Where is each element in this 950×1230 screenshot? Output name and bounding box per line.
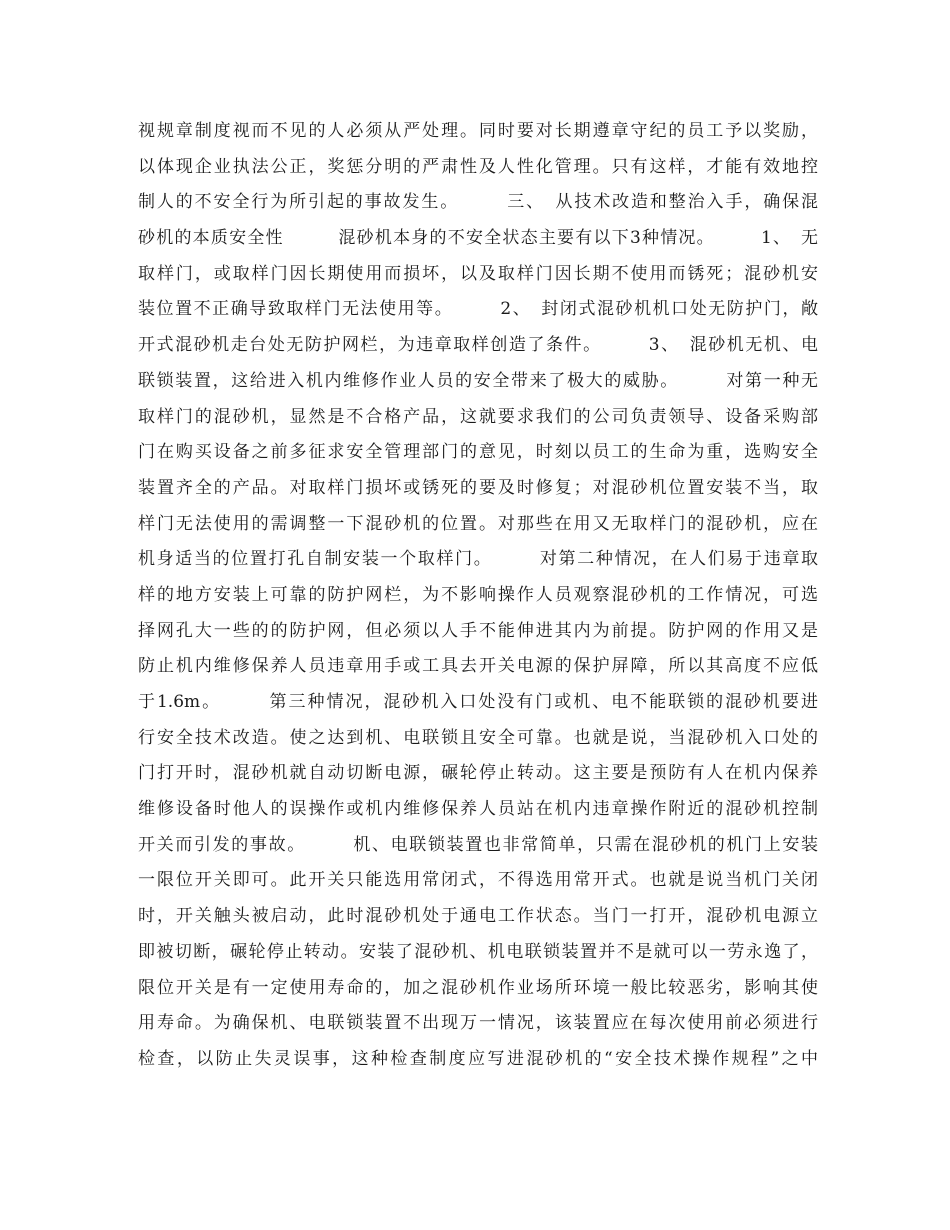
text-line: 防止机内维修保养人员违章用手或工具去开关电源的保护屏障，所以其高度不应低	[138, 656, 818, 677]
text-line: 联锁装置，这给进入机内维修作业人员的安全带来了极大的威胁。 对第一种无	[138, 370, 818, 391]
text-line: 门打开时，混砂机就自动切断电源，碾轮停止转动。这主要是预防有人在机内保养	[138, 763, 818, 784]
text-line: 砂机的本质安全性 混砂机本身的不安全状态主要有以下3种情况。 1、 无	[138, 228, 818, 249]
text-line: 机身适当的位置打孔自制安装一个取样门。 对第二种情况，在人们易于违章取	[138, 549, 818, 570]
text-line: 门在购买设备之前多征求安全管理部门的意见，时刻以员工的生命为重，选购安全	[138, 442, 818, 463]
text-line: 检查，以防止失灵误事，这种检查制度应写进混砂机的“安全技术操作规程”之中	[138, 1048, 818, 1069]
text-line: 以体现企业执法公正，奖惩分明的严肃性及人性化管理。只有这样，才能有效地控	[138, 156, 818, 177]
text-line: 即被切断，碾轮停止转动。安装了混砂机、机电联锁装置并不是就可以一劳永逸了，	[138, 941, 818, 962]
text-line: 限位开关是有一定使用寿命的，加之混砂机作业场所环境一般比较恶劣，影响其使	[138, 977, 818, 998]
text-line: 时，开关触头被启动，此时混砂机处于通电工作状态。当门一打开，混砂机电源立	[138, 906, 818, 927]
text-line: 取样门，或取样门因长期使用而损坏，以及取样门因长期不使用而锈死；混砂机安	[138, 263, 818, 284]
text-line: 行安全技术改造。使之达到机、电联锁且安全可靠。也就是说，当混砂机入口处的	[138, 727, 818, 748]
text-line: 开关而引发的事故。 机、电联锁装置也非常简单，只需在混砂机的机门上安装	[138, 834, 818, 855]
text-line: 装位置不正确导致取样门无法使用等。 2、 封闭式混砂机机口处无防护门，敞	[138, 299, 818, 320]
text-line: 于1.6m。 第三种情况，混砂机入口处没有门或机、电不能联锁的混砂机要进	[138, 692, 818, 712]
text-line: 样的地方安装上可靠的防护网栏，为不影响操作人员观察混砂机的工作情况，可选	[138, 584, 818, 605]
text-line: 装置齐全的产品。对取样门损坏或锈死的要及时修复；对混砂机位置安装不当，取	[138, 477, 818, 498]
text-line: 取样门的混砂机，显然是不合格产品，这就要求我们的公司负责领导、设备采购部	[138, 406, 818, 427]
text-line: 一限位开关即可。此开关只能选用常闭式，不得选用常开式。也就是说当机门关闭	[138, 870, 818, 891]
text-line: 制人的不安全行为所引起的事故发生。 三、 从技术改造和整治入手，确保混	[138, 192, 818, 213]
text-line: 视规章制度视而不见的人必须从严处理。同时要对长期遵章守纪的员工予以奖励，	[138, 121, 818, 141]
text-line: 维修设备时他人的误操作或机内维修保养人员站在机内违章操作附近的混砂机控制	[138, 799, 818, 820]
text-line: 开式混砂机走台处无防护网栏，为违章取样创造了条件。 3、 混砂机无机、电	[138, 335, 818, 356]
body-text	[138, 114, 818, 1078]
text-line: 样门无法使用的需调整一下混砂机的位置。对那些在用又无取样门的混砂机，应在	[138, 513, 818, 534]
text-line: 用寿命。为确保机、电联锁装置不出现万一情况，该装置应在每次使用前必须进行	[138, 1013, 818, 1034]
text-line: 择网孔大一些的的防护网，但必须以人手不能伸进其内为前提。防护网的作用又是	[138, 620, 818, 641]
